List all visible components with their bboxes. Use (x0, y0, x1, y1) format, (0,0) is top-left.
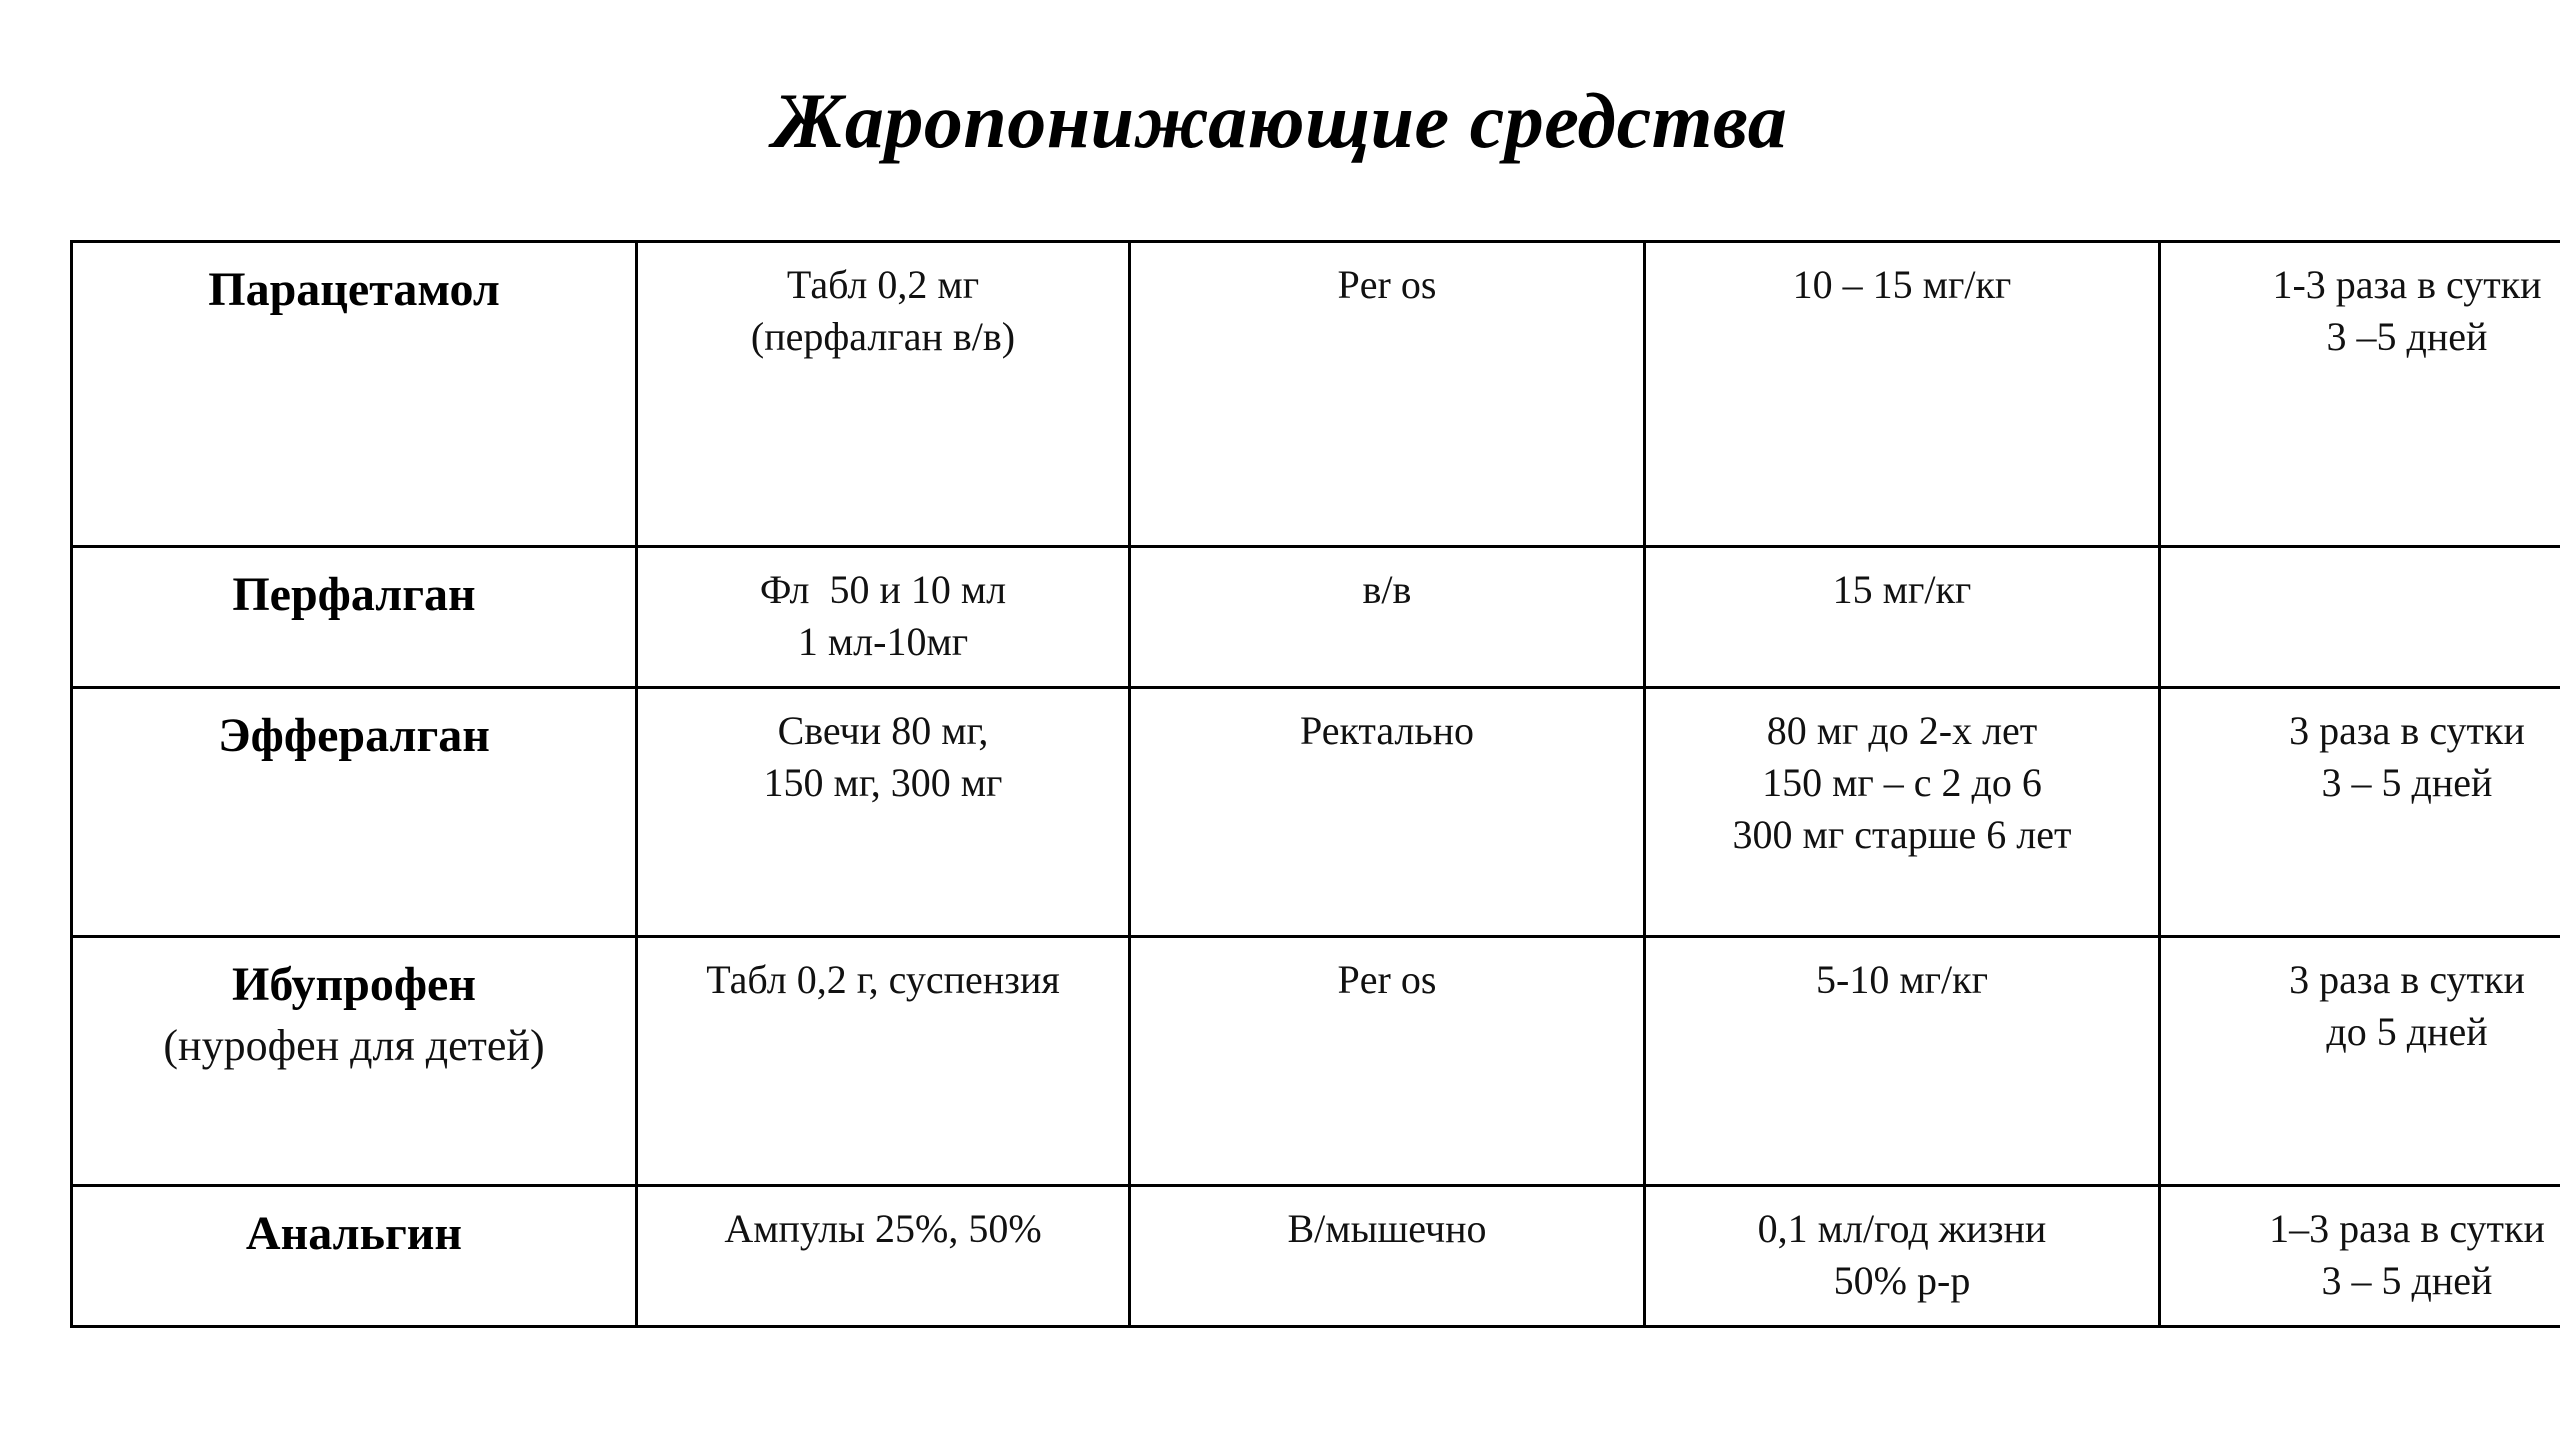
page-title: Жаропонижающие средства (772, 77, 1788, 164)
drug-name: Ибупрофен (231, 958, 477, 1011)
table-row (72, 688, 2560, 937)
route-cell (1130, 937, 1645, 1186)
table-row (72, 547, 2560, 688)
form-line: 1 мл-10мг (797, 619, 969, 664)
frequency-cell (2160, 242, 2560, 547)
route-line: В/мышечно (1287, 1206, 1487, 1251)
frequency-cell (2160, 688, 2560, 937)
frequency-line: 3 – 5 дней (2321, 1258, 2493, 1303)
table-row (72, 937, 2560, 1186)
table-row (72, 242, 2560, 547)
route-line: Per os (1337, 957, 1437, 1002)
route-line: Ректально (1299, 708, 1475, 753)
frequency-line: до 5 дней (2326, 1009, 2488, 1054)
frequency-cell (2160, 937, 2560, 1186)
table-row (72, 1186, 2560, 1327)
form-line: Свечи 80 мг, (777, 708, 989, 753)
dose-line: 15 мг/кг (1832, 567, 1972, 612)
drug-name: Парацетамол (208, 263, 500, 316)
frequency-line: 1–3 раза в сутки (2269, 1206, 2545, 1251)
dose-cell (1645, 937, 2160, 1186)
drug-name-cell (72, 937, 637, 1186)
form-cell (637, 242, 1130, 547)
form-cell (637, 547, 1130, 688)
form-line: 150 мг, 300 мг (763, 760, 1003, 805)
route-cell (1130, 1186, 1645, 1327)
dose-line: 10 – 15 мг/кг (1792, 262, 2012, 307)
drug-subtitle: (нурофен для детей) (163, 1021, 545, 1070)
drug-table (70, 240, 2560, 1328)
drug-name: Анальгин (245, 1207, 463, 1260)
route-line: Per os (1337, 262, 1437, 307)
form-line: Фл 50 и 10 мл (759, 567, 1007, 612)
drug-name-cell (72, 1186, 637, 1327)
drug-name-cell (72, 688, 637, 937)
dose-line: 150 мг – с 2 до 6 (1762, 760, 2042, 805)
route-line: в/в (1362, 567, 1412, 612)
frequency-line: 3 –5 дней (2326, 314, 2488, 359)
dose-line: 300 мг старше 6 лет (1732, 812, 2072, 857)
route-cell (1130, 547, 1645, 688)
form-cell (637, 688, 1130, 937)
form-line: (перфалган в/в) (750, 314, 1016, 359)
frequency-line: 3 раза в сутки (2289, 957, 2525, 1002)
route-cell (1130, 688, 1645, 937)
dose-cell (1645, 547, 2160, 688)
drug-name-cell (72, 242, 637, 547)
frequency-line: 3 – 5 дней (2321, 760, 2493, 805)
form-cell (637, 1186, 1130, 1327)
dose-line: 5-10 мг/кг (1816, 957, 1988, 1002)
dose-cell (1645, 242, 2160, 547)
route-cell (1130, 242, 1645, 547)
form-cell (637, 937, 1130, 1186)
form-line: Табл 0,2 мг (786, 262, 980, 307)
drug-name: Эффералган (218, 709, 490, 762)
dose-line: 80 мг до 2-х лет (1766, 708, 2038, 753)
frequency-cell (2160, 547, 2560, 688)
form-line: Табл 0,2 г, суспензия (706, 957, 1060, 1002)
dose-line: 0,1 мл/год жизни (1757, 1206, 2047, 1251)
drug-name: Перфалган (232, 568, 476, 621)
frequency-line: 1-3 раза в сутки (2272, 262, 2542, 307)
form-line: Ампулы 25%, 50% (724, 1206, 1042, 1251)
frequency-line: 3 раза в сутки (2289, 708, 2525, 753)
dose-cell (1645, 1186, 2160, 1327)
frequency-cell (2160, 1186, 2560, 1327)
drug-name-cell (72, 547, 637, 688)
dose-line: 50% р-р (1833, 1258, 1971, 1303)
dose-cell (1645, 688, 2160, 937)
